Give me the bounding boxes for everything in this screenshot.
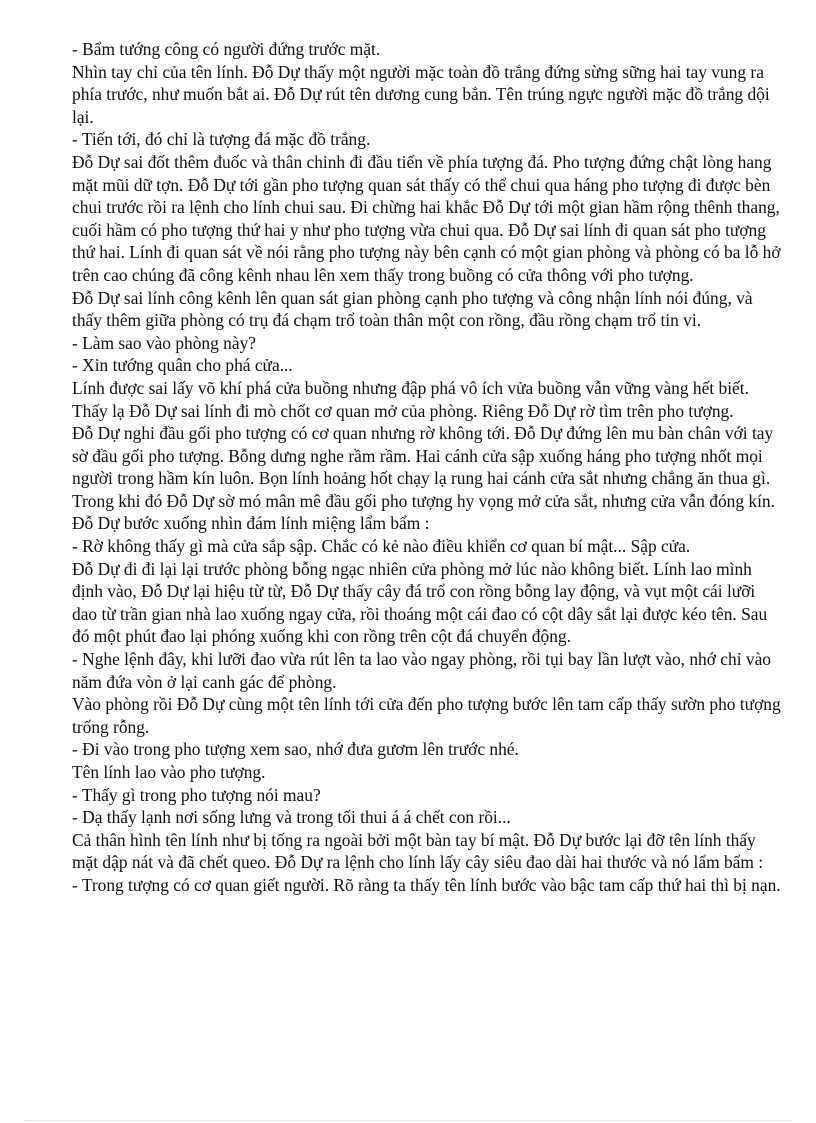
paragraph: - Xin tướng quân cho phá cửa... bbox=[72, 355, 293, 376]
paragraph: - Dạ thấy lạnh nơi sống lưng và trong tối thui á á chết con rồi... bbox=[72, 807, 511, 828]
paragraph: - Tiến tới, đó chỉ là tượng đá mặc đồ trắng. bbox=[72, 129, 371, 150]
paragraph: - Thấy gì trong pho tượng nói mau? bbox=[72, 784, 321, 805]
paragraph: Vào phòng rồi Đỗ Dự cùng một tên lính tới cửa đến pho tượng bước lên tam cấp thấy sườn pho tượng trống rỗng. bbox=[72, 694, 781, 737]
paragraph: - Bẩm tướng công có người đứng trước mặt. bbox=[72, 39, 381, 59]
paragraph: Đỗ Dự nghi đầu gối pho tượng có cơ quan nhưng rờ không tới. Đỗ Dự đứng lên mu bàn chân với tay sờ đầu gối pho tượng. Bỗng dưng nghe rầm rầm. Hai cánh cửa sập xuống háng pho tượng nhốt mọi người trong hầm kín luôn. Bọn lính hoảng hốt chạy lạ rung hai cánh cửa sắt nhưng chẳng ăn thua gì. Trong khi đó Đỗ Dự sờ mó mân mê đầu gối pho tượng hy vọng mở cửa sắt, nhưng cửa vẫn đóng kín. bbox=[72, 423, 775, 511]
paragraph: Đỗ Dự sai lính công kênh lên quan sát gian phòng cạnh pho tượng và công nhận lính nói đúng, và thấy thêm giữa phòng có trụ đá chạm trổ toàn thân một con rồng, đầu rồng chạm trổ tin vi. bbox=[72, 287, 753, 331]
paragraph: Tên lính lao vào pho tượng. bbox=[72, 762, 266, 782]
paragraph: Lính được sai lấy võ khí phá cửa buồng nhưng đập phá vô ích vửa buồng vẫn vững vàng hết biết. bbox=[72, 377, 749, 398]
paragraph: Đỗ Dự đi đi lại lại trước phòng bỗng ngạc nhiên cửa phòng mở lúc nào không biết. Lính lao mình định vào, Đỗ Dự lại hiệu từ từ, Đỗ Dự thấy cây đá trổ con rồng bỗng lay động, và vụt một cái lưỡi dao từ trần gian nhà lao xuống ngay cửa, rồi thoáng một cái đao có cột dây sắt lại được kéo tên. Sau đó một phút đao lại phóng xuống khi con rồng trên cột đá chuyển động. bbox=[72, 558, 768, 647]
paragraph: - Rờ không thấy gì mà cửa sắp sập. Chắc có kẻ nào điều khiển cơ quan bí mật... Sập cửa. bbox=[72, 536, 691, 557]
document-page bbox=[72, 38, 782, 897]
paragraph: Đỗ Dự sai đốt thêm đuốc và thân chinh đi đầu tiến về phía tượng đá. Pho tượng đứng chật lòng hang mặt mũi dữ tợn. Đỗ Dự tới gần pho tượng quan sát thấy có thể chui qua háng pho tượng đi được bèn chui trước rồi ra lệnh cho lính chui sau. Đi chừng hai khắc Đỗ Dự tới một gian hầm rộng thênh thang, cuối hầm có pho tượng thứ hai y như pho tượng vừa chui qua. Đỗ Dự sai lính đi quan sát pho tượng thứ hai. Lính đi quan sát về nói rằng pho tượng này bên cạnh có một gian phòng và phòng có ba lỗ hở trên cao chúng đã công kênh nhau lên xem thấy trong buồng có cửa thông với pho tượng. bbox=[72, 151, 781, 285]
paragraph: - Nghe lệnh đây, khi lưỡi đao vừa rút lên ta lao vào ngay phòng, rồi tụi bay lần lượt vào, nhớ chỉ vào năm đứa vòn ở lại canh gác để phòng. bbox=[72, 649, 771, 692]
page-footer-divider bbox=[24, 1120, 792, 1121]
paragraph: - Trong tượng có cơ quan giết người. Rõ ràng ta thấy tên lính bước vào bậc tam cấp thứ hai thì bị nạn. bbox=[72, 874, 781, 895]
paragraph: - Đi vào trong pho tượng xem sao, nhớ đưa gươm lên trước nhé. bbox=[72, 739, 519, 760]
paragraph: Đỗ Dự bước xuống nhìn đám lính miệng lẩm bẩm : bbox=[72, 513, 430, 534]
paragraph: - Làm sao vào phòng này? bbox=[72, 332, 256, 353]
paragraph: Cả thân hình tên lính như bị tống ra ngoài bởi một bàn tay bí mật. Đỗ Dự bước lại đỡ tên lính thấy mặt dập nát và đã chết queo. Đỗ Dự ra lệnh cho lính lấy cây siêu đao dài hai thước và nó lẩm bẩm : bbox=[72, 829, 764, 873]
paragraph: Thấy lạ Đỗ Dự sai lính đi mò chốt cơ quan mở của phòng. Riêng Đỗ Dự rờ tìm trên pho tượng. bbox=[72, 400, 734, 421]
paragraph: Nhìn tay chỉ của tên lính. Đỗ Dự thấy một người mặc toàn đồ trắng đứng sừng sững hai tay vung ra phía trước, như muốn bắt ai. Đỗ Dự rút tên dương cung bắn. Tên trúng ngực người mặc đồ trắng dội lại. bbox=[72, 61, 770, 127]
